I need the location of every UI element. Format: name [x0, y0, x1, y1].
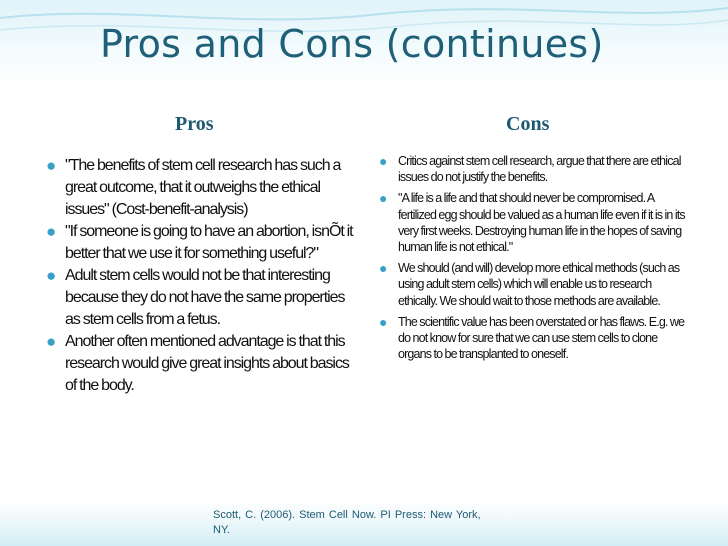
pros-item-text: Another often mentioned advantage is that this research would give great insights about basics of the body. — [65, 333, 349, 394]
cons-item-text: The scientific value has been overstated or has flaws. E.g. we do not know for sure that we can use stem cells to clone organs to be transplanted to oneself. — [398, 314, 685, 362]
round-bullet-icon: ● — [379, 260, 387, 277]
round-bullet-icon: ● — [46, 266, 56, 285]
pros-list — [46, 155, 362, 397]
cons-item-text: "A life is a life and that should never be compromised. A fertilized egg should be valued as a human life even if it is in its very first weeks. Destroying human life in the hopes of saving human life is not ethical." — [398, 191, 685, 255]
round-bullet-icon: ● — [379, 313, 387, 330]
cons-heading: Cons — [506, 113, 550, 135]
round-bullet-icon: ● — [46, 222, 56, 241]
pros-item-text: "The benefits of stem cell research has such a great outcome, that it outweighs the ethical issues" (Cost-benefit-analysis) — [65, 157, 341, 218]
cons-list-item — [379, 314, 691, 363]
pros-list-item — [46, 221, 362, 265]
cons-list-item — [379, 260, 691, 309]
citation-text: Scott, C. (2006). Stem Cell Now. PI Press: New York, NY. — [213, 509, 481, 536]
round-bullet-icon: ● — [379, 153, 387, 169]
round-bullet-icon: ● — [379, 190, 387, 207]
cons-list — [379, 153, 691, 367]
round-bullet-icon: ● — [46, 332, 56, 351]
round-bullet-icon: ● — [46, 156, 56, 175]
cons-item-text: We should (and will) develop more ethical methods (such as using adult stem cells) which will enable us to research ethically. We should wait to those methods are available. — [398, 261, 680, 308]
cons-item-text: Critics against stem cell research, argue that there are ethical issues do not justify the benefits. — [398, 154, 681, 185]
slide-title: Pros and Cons (continues) — [100, 22, 604, 66]
cons-list-item — [379, 190, 691, 255]
pros-item-text: "If someone is going to have an abortion, isnÕt it better that we use it for something useful?" — [65, 223, 353, 262]
cons-list-item — [379, 153, 691, 185]
pros-item-text: Adult stem cells would not be that interesting because they do not have the same properties as stem cells from a fetus. — [65, 267, 345, 328]
pros-list-item — [46, 265, 362, 331]
pros-heading: Pros — [175, 113, 214, 135]
pros-list-item — [46, 155, 362, 221]
pros-list-item — [46, 331, 362, 397]
